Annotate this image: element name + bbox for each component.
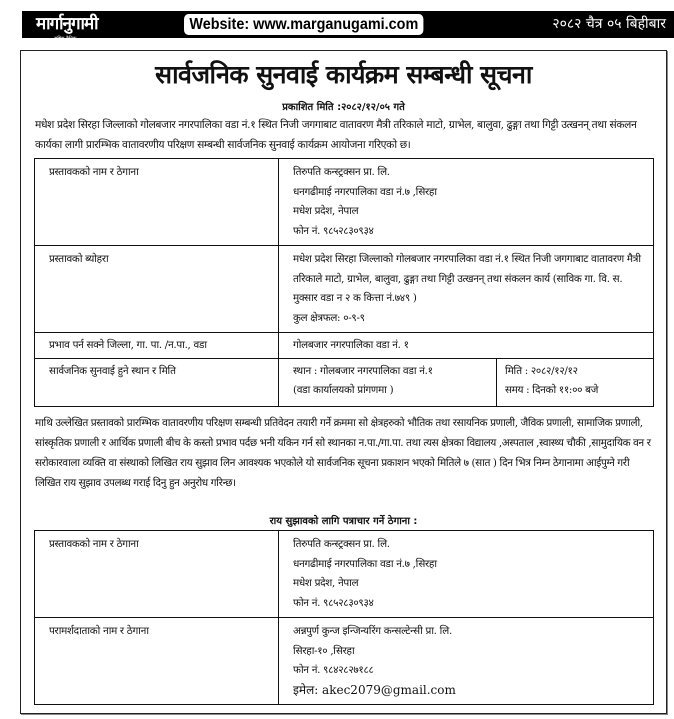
details-text: मधेश प्रदेश सिरहा जिल्लाको गोलबजार नगरपालिका वडा नं.१ स्थित निजी जगगाबाट वातावरण मैत्री तरिकाले माटो, ग्राभेल, बालुवा, ढुङ्गा तथा गिट्टी उत्खनन् तथा संकलन कार्य (साविक गा. वि. स. मुक्सार वडा न २ क कित्ता नं.७४९ ) — [293, 253, 641, 304]
proponent-line: धनगढीमाई नगरपालिका वडा नं.७ ,सिरहा — [293, 557, 437, 570]
correspondence-table — [34, 530, 654, 705]
notice-frame — [20, 50, 667, 714]
hearing-datetime-cell — [497, 358, 654, 406]
website-link[interactable]: Website: www.marganugami.com — [184, 14, 424, 35]
table-row — [35, 333, 654, 359]
newspaper-logo — [36, 13, 98, 42]
logo-text: मार्गानुगामी — [36, 14, 98, 34]
proponent-address — [279, 159, 654, 246]
hearing-date: मिति : २०८२/१२/१२ — [505, 364, 578, 377]
table-row — [35, 159, 654, 246]
notice-title: सार्वजनिक सुनवाई कार्यक्रम सम्बन्धी सूचना — [155, 60, 532, 89]
table-row — [35, 358, 654, 406]
table-row — [35, 531, 654, 618]
issue-date: २०८२ चैत्र ०५ बिहीबार — [552, 16, 666, 32]
consultant-email[interactable]: इमेल: akec2079@gmail.com — [293, 682, 456, 697]
proponent-line: तिरुपति कन्स्ट्रक्सन प्रा. लि. — [293, 538, 390, 550]
consultant-address — [279, 618, 654, 705]
details-label: प्रस्तावको ब्योहरा — [35, 246, 279, 333]
hearing-label: सार्वजनिक सुनवाई हुने स्थान र मिति — [35, 358, 279, 406]
proponent-line: फोन नं. ९८५२८३०९३४ — [293, 596, 374, 609]
hearing-place: स्थान : गोलबजार नगरपालिका वडा नं.१ — [293, 364, 433, 377]
published-date: प्रकाशित मिति :२०८२/१२/०५ गते — [282, 102, 405, 113]
proponent-label: प्रस्तावकको नाम र ठेगाना — [35, 531, 279, 618]
details-cell — [279, 246, 654, 333]
hearing-place-cell — [279, 358, 497, 406]
project-details-table — [34, 158, 654, 407]
proponent-line: फोन नं. ९८५२८३०९३४ — [293, 224, 374, 237]
intro-paragraph: मधेश प्रदेश सिरहा जिल्लाको गोलबजार नगरपालिका वडा नं.१ स्थित निजी जगगाबाट वातावरण मैत्री तरिकाले माटो, ग्राभेल, बालुवा, ढुङ्गा तथा गिट्टी उत्खनन् तथा संकलन कार्यका लागी प्रारम्भिक वातावरणीय परिक्षण सम्बन्धी सार्वजनिक सुनवाई कार्यक्रम आयोजना गरिएको छ। — [35, 119, 637, 151]
hearing-time: समय : दिनको ११:०० बजे — [505, 384, 599, 396]
proponent-line: धनगढीमाई नगरपालिका वडा नं.७ ,सिरहा — [293, 185, 437, 198]
details-area: कुल क्षेत्रफल: ०-९-९ — [293, 311, 365, 324]
proponent-line: तिरुपति कन्स्ट्रक्सन प्रा. लि. — [293, 166, 390, 178]
correspondence-heading: राय सुझावको लागि पत्राचार गर्ने ठेगाना : — [269, 516, 418, 527]
masthead-bar — [22, 11, 674, 42]
consultant-line: सिरहा-१० ,सिरहा — [293, 644, 355, 657]
affected-value: गोलबजार नगरपालिका वडा नं. १ — [279, 333, 654, 359]
consultant-line: अन्नपुर्ण कुन्ज इन्जिन्यरिंग कन्सल्टेन्सी प्रा. लि. — [293, 625, 452, 637]
consultant-label: परामर्शदाताको नाम र ठेगाना — [35, 618, 279, 705]
proponent-address — [279, 531, 654, 618]
logo-subtext: राष्ट्रिय दैनिक — [54, 36, 77, 42]
affected-label: प्रभाव पर्न सक्ने जिल्ला, गा. पा. /न.पा., वडा — [35, 333, 279, 359]
proponent-line: मधेश प्रदेश, नेपाल — [293, 205, 359, 217]
consultant-line: फोन नं. ९८४२८२७१८८ — [293, 664, 374, 676]
table-row — [35, 246, 654, 333]
request-paragraph: माथि उल्लेखित प्रस्तावको प्रारम्भिक वातावरणीय परिक्षण सम्बन्धी प्रतिवेदन तयारी गर्ने क्रममा सो क्षेत्रहरुको भौतिक तथा रसायनिक प्रणाली, जैविक प्रणाली, सामाजिक प्रणाली, सांस्कृतिक प्रणाली र आर्थिक प्रणाली बीच के कस्तो प्रभाव पर्दछ भनी यकिन गर्न सो स्थानका न.पा./गा.पा. तथा त्यस क्षेत्रका विद्यालय ,अस्पताल ,स्वास्थ्य चौकी ,सामुदायिक वन र सरोकारवाला व्यक्ति वा संस्थाको लिखित राय सुझाव लिन आवश्यक भएकोले यो सार्वजनिक सूचना प्रकाशन भएको मितिले ७ (सात ) दिन भित्र निम्न ठेगानामा आईपुग्ने गरी लिखित राय सुझाव उपलब्ध गराई दिनु हुन अनुरोध गरिन्छ। — [35, 417, 651, 489]
proponent-line: मधेश प्रदेश, नेपाल — [293, 577, 359, 589]
proponent-label: प्रस्तावकको नाम र ठेगाना — [35, 159, 279, 246]
hearing-place-note: (वडा कार्यालयको प्रांगणमा ) — [293, 384, 394, 396]
table-row — [35, 618, 654, 705]
